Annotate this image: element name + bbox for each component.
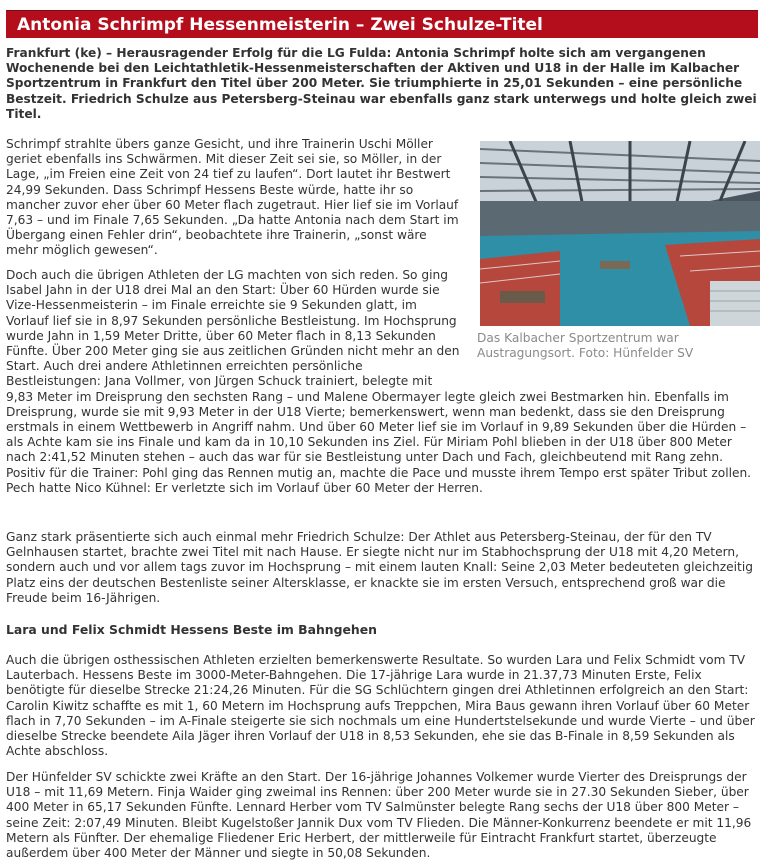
article-paragraph-5: Der Hünfelder SV schickte zwei Kräfte an den Start. Der 16-jährige Johannes Volkemer wurde Vierter des Dreisprungs der U18 – mit 11,69 Metern. Finja Waider ging zweimal ins Rennen: über 200 Meter wurde sie in 27.30 Sekunden Sieber, über 400 Meter in 65,17 Sekunden Fünfte. Lennard Herber vom TV Salmünster belegte Rang sechs der U18 über 800 Meter – seine Zeit: 2:07,49 Minuten. Bleibt Kugelstoßer Jannik Dux vom TV Flieden. Die Männer-Konkurrenz beendete er mit 11,96 Metern als Fünfter. Der ehemalige Fliedener Eric Herbert, der mittlerweile für Eintracht Frankfurt startet, überzeugte außerdem über 400 Meter der Männer und siegte in 50,08 Sekunden. — [6, 770, 752, 861]
article-paragraph-4: Auch die übrigen osthessischen Athleten erzielten bemerkenswerte Resultate. So wurden Lara und Felix Schmidt vom TV Lauterbach. Hessens Beste im 3000-Meter-Bahngehen. Die 17-jährige Lara wurde in 21.37,73 Minuten Erste, Felix benötigte für dieselbe Strecke 21:24,26 Minuten. Für die SG Schlüchtern gingen drei Athletinnen erfolgreich an den Start: Carolin Kiwitz schaffte es mit 1, 60 Metern im Hochsprung aufs Treppchen, Mira Baus gewann ihren Vorlauf über 60 Meter flach in 7,70 Sekunden – im A-Finale steigerte sie sich nochmals um eine Hundertstelsekunde und wurde Vierte – und über dieselbe Strecke beendete Aila Jäger ihren Vorlauf der U18 in 8,53 Sekunden, ehe sie das B-Finale in 8,59 Sekunden als Achte abschloss. — [6, 653, 755, 759]
photo-caption: Das Kalbacher Sportzentrum war Austragungsort. Foto: Hünfelder SV — [477, 331, 694, 361]
article-title: Antonia Schrimpf Hessenmeisterin – Zwei Schulze-Titel — [6, 10, 758, 38]
article-paragraph-3: Ganz stark präsentierte sich auch einmal mehr Friedrich Schulze: Der Athlet aus Petersberg-Steinau, der für den TV Gelnhausen startet, brachte zwei Titel mit nach Hause. Er siegte nicht nur im Stabhochsprung der U18 mit 4,20 Metern, sondern auch und vor allem tags zuvor im Hochsprung – mit einem lauten Knall: Seine 2,03 Meter bedeuteten gleichzeitig Platz eins der deutschen Bestenliste seiner Altersklasse, er knackte sie im ersten Versuch, entsprechend groß war die Freude beim 16-Jährigen. — [6, 530, 753, 605]
article-paragraph-2 — [6, 268, 754, 496]
article-paragraph-2-wrapped: Doch auch die übrigen Athleten der LG machten von sich reden. So ging Isabel Jahn in der U18 drei Mal an den Start: Über 60 Hürden wurde sie Vize-Hessenmeisterin – im Finale erreichte sie 9 Sekunden glatt, im Vorlauf lief sie in 8,97 Sekunden persönliche Bestleistung. Im Hochsprung wurde Jahn in 1,59 Meter Dritte, über 60 Meter flach in 8,13 Sekunden Fünfte. Über 200 Meter ging sie aus zeitlichen Gründen nicht mehr an den Start. Auch drei andere Athletinnen erreichten persönliche Bestleistungen: Jana Vollmer, von Jürgen Schuck trainiert, belegte mit — [6, 268, 460, 389]
article-paragraph-2-full: 9,83 Meter im Dreisprung den sechsten Rang – und Malene Obermayer legte gleich zwei Bestmarken hin. Ebenfalls im Dreisprung, wurde sie mit 9,93 Meter in der U18 Vierte; bemerkenswert, wenn man bedenkt, dass sie den Dreisprung erstmals in einem Wettbewerb in Angriff nahm. Und über 60 Meter lief sie im Vorlauf in 9,89 Sekunden über die Hürden – als Achte kam sie ins Finale und kam da in 10,10 Sekunden ins Ziel. Für Miriam Pohl blieben in der U18 über 800 Meter nach 2:41,52 Minuten stehen – auch das war für sie Bestleistung unter Dach und Fach, gleichbeutend mit Rang zehn. Positiv für die Trainer: Pohl ging das Rennen mutig an, machte die Pace und musste ihrem Tempo erst später Tribut zollen. Pech hatte Nico Kühnel: Er verletzte sich im Vorlauf über 60 Meter der Herren. — [6, 389, 752, 495]
article-lead: Frankfurt (ke) – Herausragender Erfolg für die LG Fulda: Antonia Schrimpf holte sich am vergangenen Wochenende bei den Leichtathletik-Hessenmeisterschaften der Aktiven und U18 in der Halle im Kalbacher Sportzentrum in Frankfurt den Titel über 200 Meter. Sie triumphierte in 25,01 Sekunden – eine persönliche Bestzeit. Friedrich Schulze aus Petersberg-Steinau war ebenfalls ganz stark unterwegs und holte gleich zwei Titel. — [6, 46, 757, 121]
article-paragraph-1: Schrimpf strahlte übers ganze Gesicht, und ihre Trainerin Uschi Möller geriet ebenfalls ins Schwärmen. Mit dieser Zeit sei sie, so Möller, in der Lage, „im Freien eine Zeit von 24 tief zu laufen“. Dort lautet ihr Bestwert 24,99 Sekunden. Dass Schrimpf Hessens Beste würde, hatte ihr so mancher zuvor eher über 60 Meter flach zugetraut. Hier lief sie im Vorlauf 7,63 – und im Finale 7,65 Sekunden. „Da hatte Antonia nach dem Start im Übergang einen Fehler drin“, beobachtete ihre Trainerin, „sonst wäre mehr möglich gewesen“. — [6, 137, 459, 258]
article-subheading: Lara und Felix Schmidt Hessens Beste im Bahngehen — [6, 622, 377, 637]
